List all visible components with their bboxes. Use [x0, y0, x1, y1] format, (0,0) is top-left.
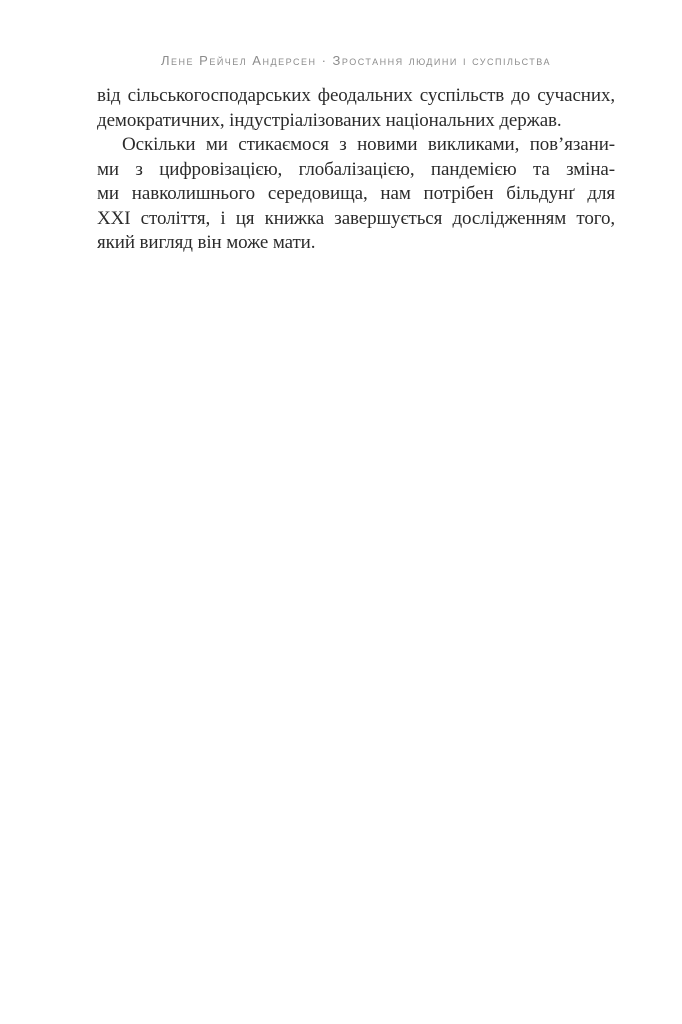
- running-header: [97, 53, 615, 68]
- text-line: Оскільки ми стикаємося з новими викликами, пов’язани-: [122, 134, 615, 155]
- text-line: ми з цифровізацією, глобалізацією, пандемією та зміна-: [97, 158, 615, 180]
- text-line: ми навколишнього середовища, нам потрібен більдунґ для: [97, 183, 615, 204]
- text-line: XXI століття, і ця книжка завершується дослідженням того,: [97, 207, 615, 229]
- paragraph-new: [97, 133, 615, 256]
- text-line: від сільськогосподарських феодальних суспільств до сучасних,: [97, 85, 615, 106]
- paragraph-continuation: [97, 84, 615, 133]
- page-body-text: [97, 84, 615, 256]
- running-header-text: Лене Рейчел Андерсен · Зростання людини і суспільства: [161, 53, 551, 68]
- text-line: який вигляд він може мати.: [97, 232, 316, 253]
- text-line: демократичних, індустріалізованих національних держав.: [97, 109, 562, 131]
